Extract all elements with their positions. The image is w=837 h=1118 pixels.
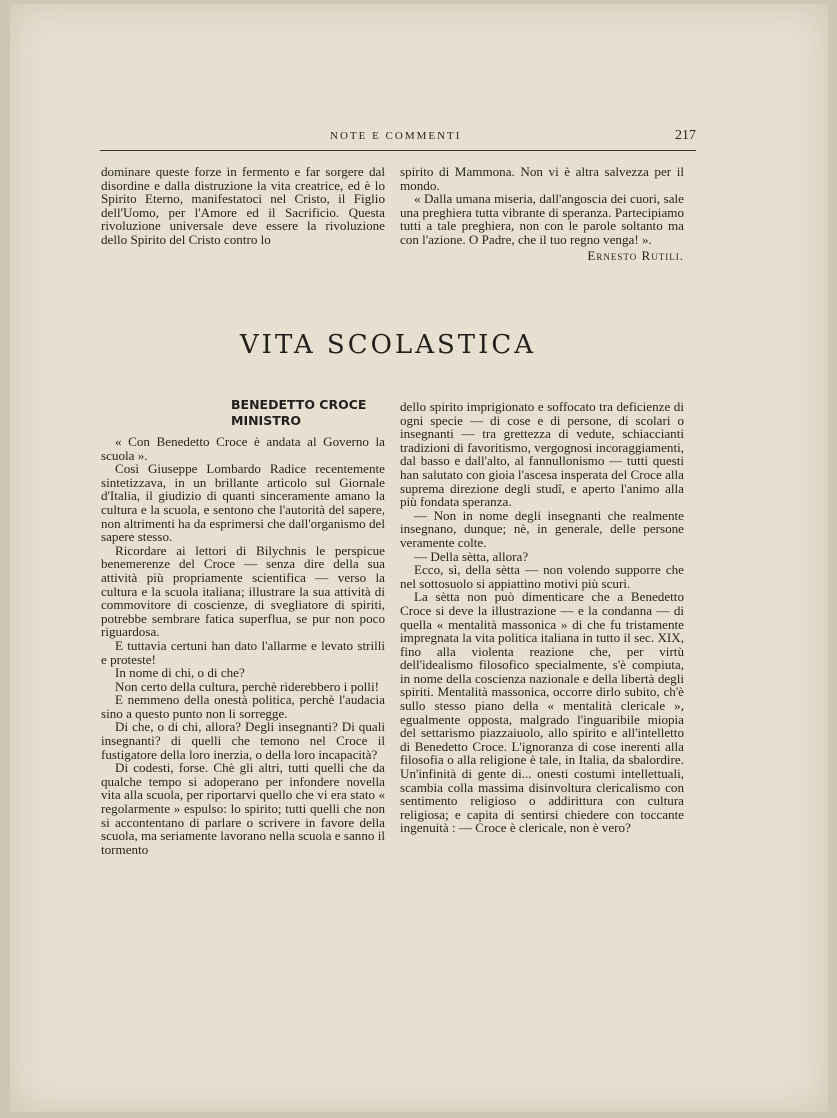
body-paragraph: Ricordare ai lettori di Bilychnis le perspicue benemerenze del Croce — senza dire della sua attività più propriamente scientifica — verso la cultura e la scuola italiana; illustrare la sua attività di commovitore di coscienze, di svegliatore di spiriti, potrebbe sembrare fatica superflua, se pur non poco riguardosa.	[101, 542, 385, 640]
body-paragraph: — Della sètta, allora?	[414, 548, 529, 564]
prayer-paragraph: « Dalla umana miseria, dall'angoscia dei cuori, sale una preghiera tutta vibrante di speranza. Partecipiamo tutti a tale preghiera, non con le parole soltanto ma con l'azione. O Padre, che il tuo regno venga! ».	[400, 191, 684, 247]
running-head: NOTE E COMMENTI	[330, 130, 462, 142]
body-paragraph: Di codesti, forse. Chè gli altri, tutti quelli che da qualche tempo si adoperano per infondere novella vita alla scuola, per riportarvi quello che vi era stato « regolarmente » espulso: lo spirito; tutti quelli che non si accontentano di parlare o scrivere in favore della scuola, ma seriamente lavorano nella scuola e sanno il tormento	[101, 760, 385, 857]
continued-paragraph: dominare queste forze in fermento e far sorgere dal disordine e dalla distruzione la vita creatrice, ed è lo Spirito Eterno, manifestatoci nel Cristo, il Figlio dell'Uomo, per l'Amore ed il Sacrificio. Questa rivoluzione universale deve essere la rivoluzione dello Spirito del Cristo contro lo	[101, 164, 385, 247]
section-title: VITA SCOLASTICA	[239, 330, 537, 360]
author-signature: Ernesto Rutili.	[587, 247, 684, 263]
body-paragraph: Così Giuseppe Lombardo Radice recentemente sintetizzava, in un brillante articolo sul Giornale d'Italia, il giudizio di quanti sinceramente amano la cultura e la scuola, e sentono che l'autorità del sapere, non altrimenti ha da esprimersi che dall'organismo del sapere stesso.	[101, 461, 385, 545]
page-header	[100, 126, 696, 151]
body-paragraph: E tuttavia certuni han dato l'allarme e levato strilli e proteste!	[101, 637, 385, 667]
top-left-column	[101, 165, 385, 247]
top-right-column	[400, 165, 684, 262]
body-paragraph: E nemmeno della onestà politica, perchè l'audacia sino a questo punto non li sorregge.	[101, 692, 385, 721]
body-paragraph: In nome di chi, o di che?	[115, 665, 245, 681]
body-paragraph: Ecco, sì, della sètta — non volendo supporre che nel sottosuolo si appiattino motivi più scuri.	[400, 562, 684, 591]
body-paragraph: Di che, o di chi, allora? Degli insegnanti? Di quali insegnanti? di quelli che temono nel Croce il fustigatore della loro inerzia, o della loro incapacità?	[101, 719, 385, 762]
article-heading-line: BENEDETTO CROCE	[231, 397, 367, 412]
body-paragraph: — Non in nome degli insegnanti che realmente insegnano, dunque; nè, in generale, delle persone veramente colte.	[400, 507, 684, 550]
article-left-column	[101, 397, 385, 856]
body-paragraph: « Con Benedetto Croce è andata al Governo la scuola ».	[101, 434, 385, 463]
continued-paragraph: spirito di Mammona. Non vi è altra salvezza per il mondo.	[400, 164, 684, 193]
page-number: 217	[675, 128, 696, 143]
body-paragraph: La sètta non può dimenticare che a Benedetto Croce si deve la illustrazione — e la condanna — di quella « mentalità massonica » di che fu tristamente impregnata la vita politica italiana in tutto il sec. XIX, fino alla violenta reazione che, per virtù dell'idealismo filosofico specialmente, s'è compiuta, in nome della coscienza nazionale e della libertà degli spiriti. Mentalità massonica, occorre dirlo subito, ch'è sullo stesso piano della « mentalità clericale », egualmente opposta, malgrado l'inguaribile miopia del settarismo piazzaiuolo, allo spirito e all'intelletto di Benedetto Croce. L'ignoranza di cose inerenti alla filosofia o alla religione è tale, in Italia, da sbalordire. Un'infinità di gente di... onesti costumi intellettuali, scambia colla massima disinvoltura clericalismo con sentimento religioso o addirittura con cultura religiosa; e capita di sentirsi chiedere con toccante ingenuità : — Croce è clericale, non è vero?	[400, 589, 684, 836]
article-heading	[101, 397, 385, 429]
article-right-column	[400, 400, 684, 835]
article-heading-line: MINISTRO	[231, 413, 301, 428]
body-paragraph: dello spirito imprigionato e soffocato tra deficienze di ogni specie — di cose e di persone, di scolari o insegnanti — tra grettezza di vedute, schiaccianti tradizioni di favoritismo, vergognosi incoraggiamenti, dal basso e dall'alto, al fannullonismo — tutti questi han salutato con gioia l'ascesa insperata del Croce alla suprema direzione degli studî, e aperto l'animo alla più fondata speranza.	[400, 399, 684, 510]
body-paragraph: Non certo della cultura, perchè riderebbero i polli!	[115, 678, 379, 694]
